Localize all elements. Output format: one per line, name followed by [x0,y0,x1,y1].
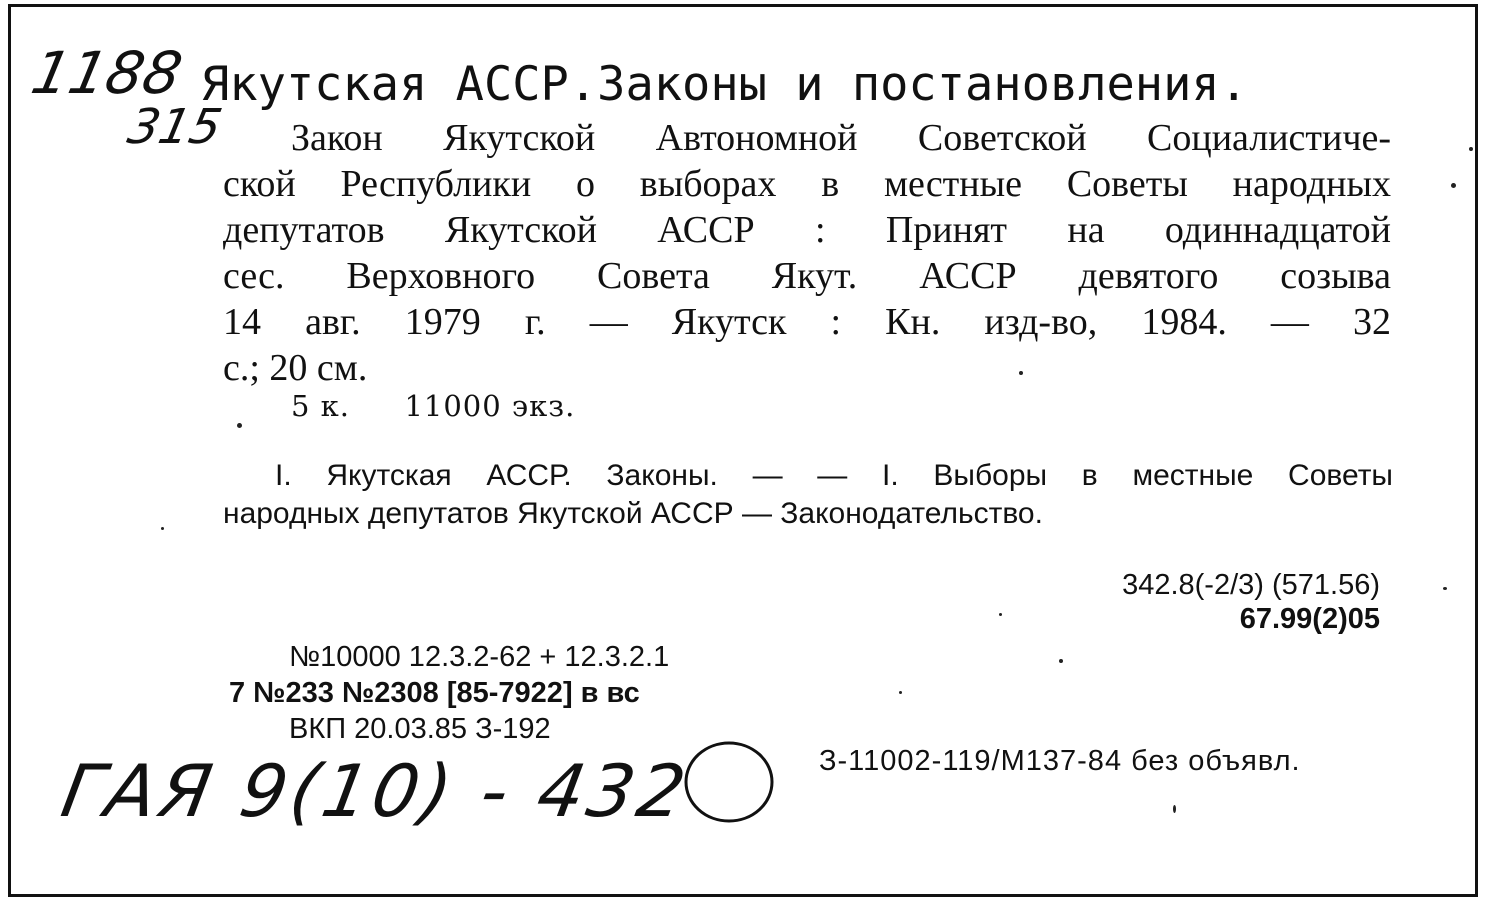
handwritten-archive-number [56,749,696,833]
description-block [223,115,1391,391]
dust-speck [161,527,164,530]
description-line: Закон Якутской Автономной Советской Социалистиче- [291,117,1391,159]
print-run: 11000 экз. [404,389,576,423]
dust-speck [1173,805,1176,813]
subject-line: I. Якутская АССР. Законы. — — I. Выборы в местные Советы [275,459,1393,492]
dust-speck [237,423,242,428]
production-line: ВКП 20.03.85 З-192 [289,713,551,745]
udc-number: 342.8(-2/3) (571.56) [1122,569,1380,601]
dust-speck [1059,659,1063,663]
dust-speck [1469,147,1473,151]
call-suffix-text: 315 [123,99,227,155]
dust-speck [999,613,1002,616]
call-number-text: 1188 [25,39,188,107]
description-line: депутатов Якутской АССР : Принят на одиннадцатой [223,209,1391,251]
description-line: с.; 20 см. [223,347,368,389]
handwritten-call-number [26,39,188,107]
price-run [291,389,575,423]
dust-speck [1019,371,1023,375]
bbk-number: 67.99(2)05 [1239,603,1380,635]
production-block [229,639,669,747]
dust-speck [899,691,902,694]
description-line: сес. Верховного Совета Якут. АССР девятого созыва [223,255,1391,297]
dust-speck [1451,183,1456,188]
subject-block [223,457,1393,533]
archive-number-text: ГАЯ 9(10) - 432 [55,749,696,833]
card-heading: Якутская АССР.Законы и постановления. [201,57,1248,112]
subject-line: народных депутатов Якутской АССР — Законодательство. [223,497,1043,530]
dust-speck [1443,587,1447,590]
catalog-card [8,4,1478,897]
description-line: ской Республики о выборах в местные Советы народных [223,163,1391,205]
production-line: 7 №233 №2308 [85-7922] в вс [229,677,640,709]
circle-stamp-icon [681,739,777,825]
publisher-code: З-11002-119/М137-84 без объявл. [819,745,1301,777]
price: 5 к. [291,389,351,423]
production-line: №10000 12.3.2-62 + 12.3.2.1 [289,641,670,673]
description-line: 14 авг. 1979 г. — Якутск : Кн. изд-во, 1984. — 32 [223,301,1391,343]
